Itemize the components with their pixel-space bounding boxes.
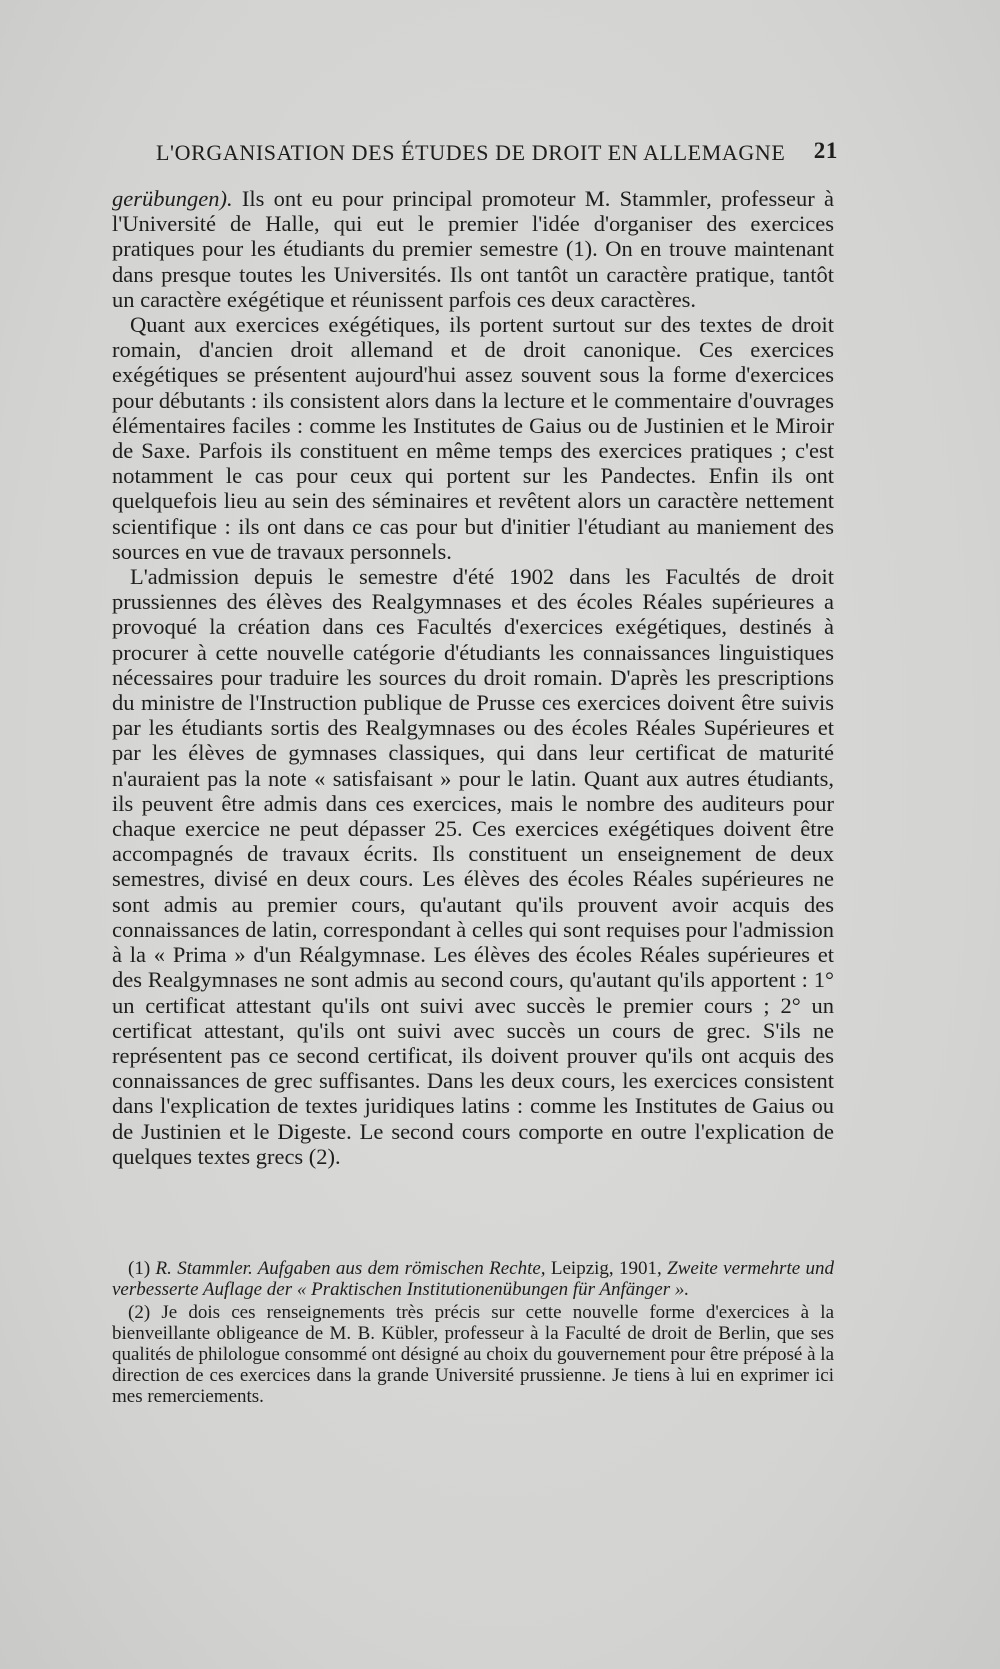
footnotes xyxy=(112,1258,834,1409)
paragraph-3: L'admission depuis le semestre d'été 1902 dans les Facultés de droit prussiennes des élèves des Realgymnases et des écoles Réales supérieures a provoqué la création dans ces Facultés d'exercices exégétiques, destinés à procurer à cette nouvelle catégorie d'étudiants les connaissances linguistiques nécessaires pour traduire les sources du droit romain. D'après les prescriptions du ministre de l'Instruction publique de Prusse ces exercices doivent être suivis par les étudiants sortis des Realgymnases ou des écoles Réales Supérieures et par les élèves de gymnases classiques, qui dans leur certificat de maturité n'auraient pas la note « satisfaisant » pour le latin. Quant aux autres étudiants, ils peuvent être admis dans ces exercices, mais le nombre des auditeurs pour chaque exercice ne peut dépasser 25. Ces exercices exégétiques doivent être accompagnés de travaux écrits. Ils constituent un enseignement de deux semestres, divisé en deux cours. Les élèves des écoles Réales supérieures ne sont admis au premier cours, qu'autant qu'ils prouvent avoir acquis des connaissances de latin, correspondant à celles qui sont requises pour l'admission à la « Prima » d'un Réalgymnase. Les élèves des écoles Réales supérieures et des Realgymnases ne sont admis au second cours, qu'autant qu'ils apportent : 1° un certificat attestant qu'ils ont suivi avec succès le premier cours ; 2° un certificat attestant, qu'ils ont suivi avec succès un cours de grec. S'ils ne représentent pas ce second certificat, ils doivent prouver qu'ils ont acquis des connaissances de grec suffisantes. Dans les deux cours, les exercices consistent dans l'explication de textes juridiques latins : comme les Institutes de Gaius ou de Justinien et le Digeste. Le second cours comporte en outre l'explication de quelques textes grecs (2). xyxy=(112,564,834,1169)
page-number: 21 xyxy=(813,138,838,163)
paragraph-2: Quant aux exercices exégétiques, ils portent surtout sur des textes de droit romain, d'ancien droit allemand et de droit canonique. Ces exercices exégétiques se présentent aujourd'hui assez souvent sous la forme d'exercices pour débutants : ils consistent alors dans la lecture et le commentaire d'ouvrages élémentaires faciles : comme les Institutes de Gaius ou de Justinien et le Miroir de Saxe. Parfois ils constituent en même temps des exercices pratiques ; c'est notamment le cas pour ceux qui portent sur les Pandectes. Enfin ils ont quelquefois lieu au sein des séminaires et revêtent alors un caractère nettement scientifique : ils ont dans ce cas pour but d'initier l'étudiant au maniement des sources en vue de travaux personnels. xyxy=(112,312,834,564)
paragraph-1-italic: gerübungen). xyxy=(112,186,233,211)
running-header xyxy=(156,134,838,174)
body-text xyxy=(112,186,834,1169)
footnote-1-place-date: Leipzig, 1901, xyxy=(545,1258,668,1279)
footnote-1-title: R. Stammler. Aufgaben aus dem römischen Rechte, xyxy=(155,1258,546,1279)
footnote-1 xyxy=(112,1258,834,1300)
footnote-1-marker: (1) xyxy=(128,1258,156,1279)
paragraph-1 xyxy=(112,186,834,312)
footnote-1-edition: Zweite vermehrte und verbesserte Auflage der « Praktischen Institutionenübungen für Anfänger ». xyxy=(112,1258,835,1300)
running-title: L'ORGANISATION DES ÉTUDES DE DROIT EN ALLEMAGNE xyxy=(156,140,786,165)
footnote-2: (2) Je dois ces renseignements très précis sur cette nouvelle forme d'exercices à la bienveillante obligeance de M. B. Kübler, professeur à la Faculté de droit de Berlin, que ses qualités de philologue consommé ont désigné au choix du gouvernement pour être préposé à la direction de ces exercices dans la grande Université prussienne. Je tiens à lui en exprimer ici mes remerciements. xyxy=(112,1302,834,1407)
paragraph-1-text: Ils ont eu pour principal promoteur M. Stammler, professeur à l'Université de Halle, qui eut le premier l'idée d'organiser des exercices pratiques pour les étudiants du premier semestre (1). On en trouve maintenant dans presque toutes les Universités. Ils ont tantôt un caractère pratique, tantôt un caractère exégétique et réunissent parfois ces deux caractères. xyxy=(112,186,834,312)
